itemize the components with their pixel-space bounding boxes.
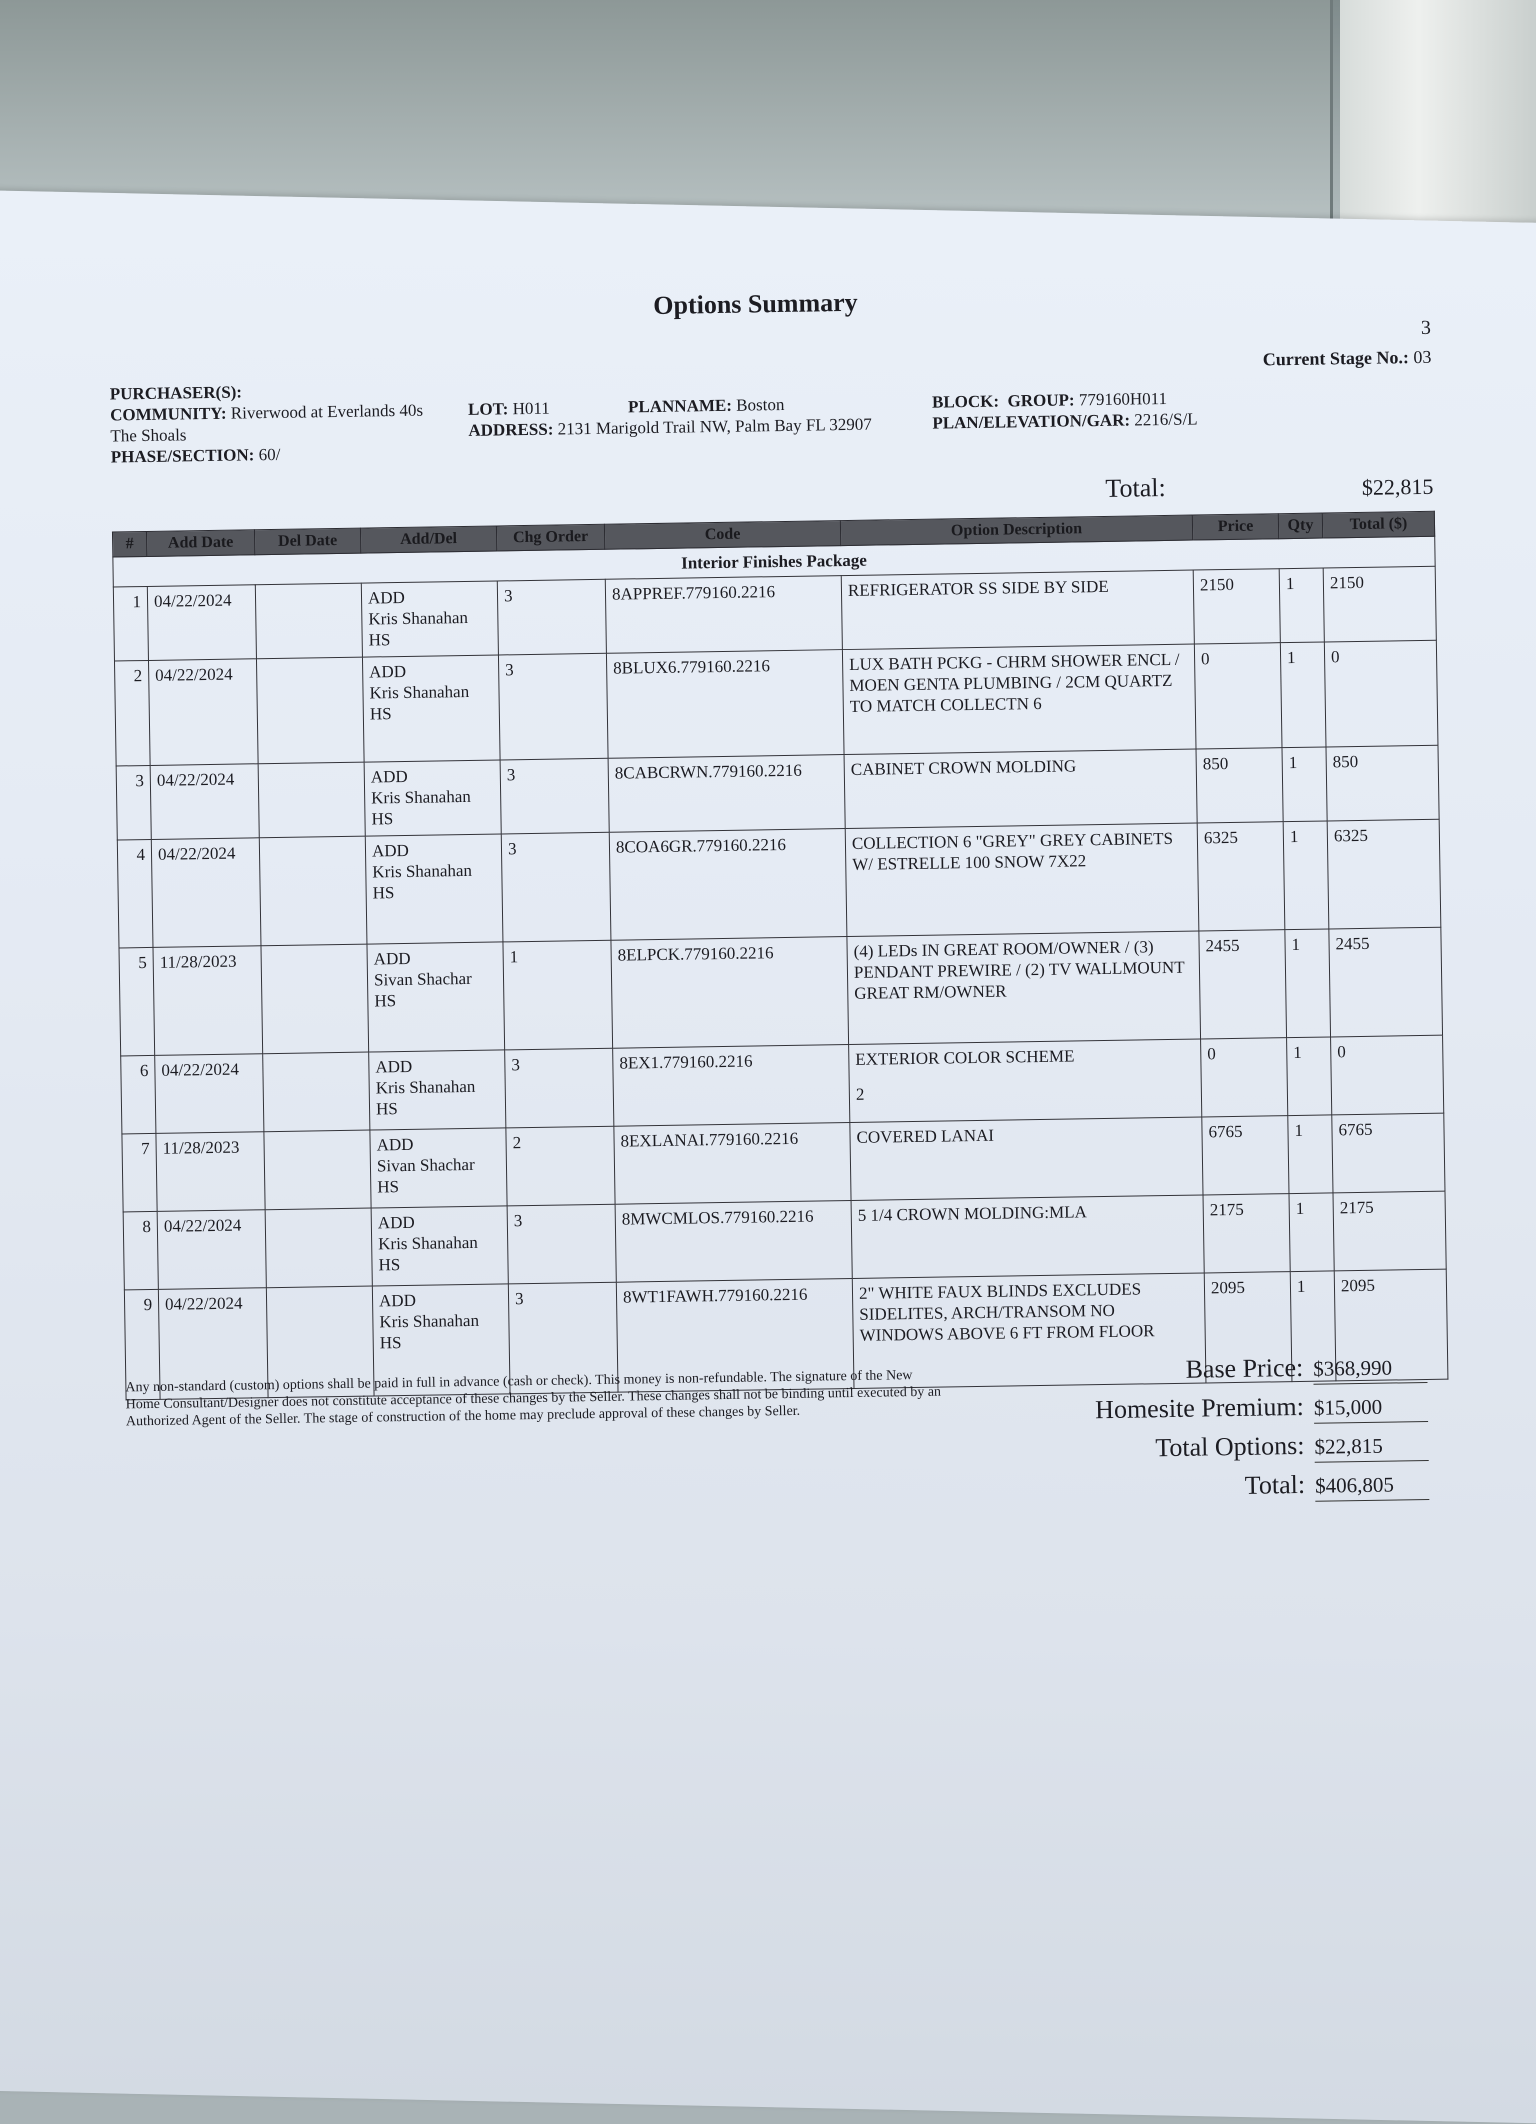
chg-order-cell: 2 (506, 1126, 615, 1206)
price-cell: 0 (1194, 643, 1282, 749)
description-cell (850, 1117, 1203, 1201)
chg-order-cell: 3 (498, 653, 608, 760)
add-del-person: Kris Shanahan (378, 1232, 478, 1254)
chg-order-cell: 3 (505, 1048, 614, 1128)
description-cell (847, 931, 1201, 1045)
add-del-person: Kris Shanahan (372, 860, 473, 882)
row-number: 3 (116, 765, 151, 840)
row-number: 4 (117, 839, 153, 948)
summary-label: Base Price: (1185, 1352, 1304, 1384)
options-summary-document (80, 259, 1453, 1760)
table-row (119, 927, 1443, 1056)
option-description: REFRIGERATOR SS SIDE BY SIDE (847, 576, 1109, 600)
row-number: 8 (123, 1211, 158, 1290)
block-label: BLOCK: (931, 391, 1000, 412)
price-cell: 0 (1201, 1038, 1288, 1117)
chg-order-cell: 3 (507, 1204, 616, 1284)
phase-value: 60/ (258, 444, 281, 465)
description-cell (851, 1195, 1204, 1279)
qty-cell: 1 (1289, 1193, 1334, 1272)
page-number: 3 (1420, 316, 1432, 339)
current-stage (1263, 347, 1432, 371)
summary-value: $406,805 (1315, 1472, 1429, 1502)
row-number: 1 (113, 586, 148, 661)
summary-row (1008, 1390, 1429, 1436)
code-cell: 8MWCMLOS.779160.2216 (615, 1201, 852, 1283)
row-number: 7 (122, 1133, 157, 1212)
price-summary (1007, 1351, 1429, 1514)
description-cell (842, 644, 1196, 755)
add-del-person: Sivan Shachar (373, 968, 472, 990)
add-del-cell (362, 655, 500, 762)
del-date-cell (255, 583, 362, 659)
col-header-del-date: Del Date (254, 528, 360, 555)
option-description: 2" WHITE FAUX BLINDS EXCLUDES SIDELITES, ARCH/TRANSOM NO WINDOWS ABOVE 6 FT FROM FLOOR (858, 1279, 1155, 1345)
add-del-person-suffix: HS (371, 809, 394, 829)
add-del-person-suffix: HS (379, 1333, 402, 1353)
row-number: 2 (114, 660, 150, 766)
qty-cell: 1 (1290, 1271, 1336, 1382)
package-title: Interior Finishes Package (113, 536, 1435, 587)
add-del-person: Kris Shanahan (375, 1076, 476, 1098)
qty-cell: 1 (1282, 747, 1327, 822)
del-date-cell (265, 1208, 372, 1288)
code-cell: 8WT1FAWH.779160.2216 (616, 1278, 854, 1392)
option-description: CABINET CROWN MOLDING (850, 756, 1077, 779)
price-cell: 2455 (1199, 930, 1287, 1039)
add-del-person-suffix: HS (374, 991, 397, 1011)
chg-order-cell: 3 (501, 832, 611, 942)
summary-value: $22,815 (1314, 1433, 1428, 1463)
col-header-price: Price (1192, 514, 1278, 540)
chg-order-cell: 3 (497, 579, 606, 655)
col-header-add-date: Add Date (146, 530, 254, 557)
del-date-cell (258, 762, 365, 838)
summary-label: Total: (1244, 1469, 1306, 1500)
total-cell: 0 (1331, 1035, 1444, 1115)
add-del-action: ADD (377, 1212, 415, 1233)
add-del-person-suffix: HS (369, 704, 392, 724)
add-del-person: Kris Shanahan (369, 681, 470, 703)
add-del-person-suffix: HS (377, 1177, 400, 1197)
code-cell: 8CABCRWN.779160.2216 (608, 755, 845, 833)
total-cell: 2455 (1329, 927, 1443, 1037)
add-del-cell (365, 834, 503, 944)
add-del-action: ADD (371, 840, 409, 861)
del-date-cell (264, 1130, 371, 1210)
col-header-chg-order: Chg Order (496, 524, 604, 551)
add-date-cell: 04/22/2024 (151, 838, 261, 948)
description-cell (841, 570, 1194, 650)
add-date-cell: 04/22/2024 (147, 585, 256, 661)
col-header-add-del: Add/Del (360, 526, 496, 553)
add-del-cell (370, 1128, 507, 1208)
summary-value: $15,000 (1314, 1394, 1428, 1424)
option-description: (4) LEDs IN GREAT ROOM/OWNER / (3) PENDANT PREWIRE / (2) TV WALLMOUNT GREAT RM/OWNER (853, 937, 1185, 1003)
add-date-cell: 04/22/2024 (155, 1054, 264, 1134)
add-del-action: ADD (378, 1290, 417, 1311)
row-number: 9 (124, 1289, 160, 1400)
del-date-cell (263, 1052, 370, 1132)
add-del-cell (369, 1050, 506, 1130)
add-date-cell: 04/22/2024 (150, 764, 259, 840)
col-header-option-description: Option Description (840, 515, 1192, 546)
option-description: COVERED LANAI (856, 1125, 995, 1147)
code-cell: 8EXLANAI.779160.2216 (614, 1123, 851, 1205)
code-cell: 8APPREF.779160.2216 (605, 576, 842, 654)
options-total-value: $22,815 (1361, 473, 1434, 500)
add-del-action: ADD (370, 766, 408, 787)
planname-label: PLANNAME: (627, 395, 733, 417)
row-number: 5 (119, 947, 155, 1056)
option-description-extra: 2 (855, 1084, 865, 1104)
qty-cell: 1 (1280, 642, 1326, 748)
code-cell: 8EX1.779160.2216 (613, 1045, 850, 1127)
plan-elevation-value: 2216/S/L (1134, 409, 1198, 430)
col-header-qty: Qty (1278, 513, 1322, 539)
option-description: COLLECTION 6 "GREY" GREY CABINETS W/ ESTRELLE 100 SNOW 7X22 (851, 828, 1174, 874)
group-value: 779160H011 (1078, 388, 1168, 410)
add-del-person-suffix: HS (378, 1255, 401, 1275)
disclaimer-text: Any non-standard (custom) options shall be paid in full in advance (cash or check). This money is non-refundable. The signature of the New Home Consultant/Designer does not constitute acceptance of these changes by the Seller. These changes shall not be binding until executed by an Authorized Agent of the Seller. The stage of construction of the home may preclude approval of these changes by Seller. (125, 1368, 942, 1430)
code-cell: 8BLUX6.779160.2216 (606, 650, 844, 759)
add-del-person-suffix: HS (368, 630, 391, 650)
col-header-number: # (112, 531, 146, 557)
chg-order-cell: 3 (508, 1282, 618, 1394)
stage-value: 03 (1413, 346, 1432, 368)
del-date-cell (259, 836, 367, 946)
total-cell: 6765 (1332, 1113, 1445, 1193)
plan-elevation-field (932, 408, 1198, 433)
add-date-cell: 04/22/2024 (148, 659, 258, 766)
col-header-total: Total ($) (1322, 511, 1434, 538)
add-del-action: ADD (373, 948, 411, 969)
del-date-cell (261, 944, 369, 1054)
add-del-cell (367, 942, 505, 1052)
total-cell: 850 (1326, 745, 1439, 821)
summary-label: Homesite Premium: (1094, 1391, 1305, 1425)
option-description: 5 1/4 CROWN MOLDING:MLA (857, 1202, 1087, 1225)
total-cell: 6325 (1327, 819, 1441, 929)
plan-elevation-label: PLAN/ELEVATION/GAR: (932, 410, 1131, 433)
add-date-cell: 04/22/2024 (157, 1210, 266, 1290)
add-date-cell: 04/22/2024 (158, 1288, 268, 1400)
description-cell (844, 749, 1197, 829)
table-row (114, 640, 1437, 766)
add-date-cell: 11/28/2023 (156, 1132, 265, 1212)
community-label: COMMUNITY: (109, 403, 227, 425)
qty-cell: 1 (1285, 929, 1331, 1038)
add-del-person: Kris Shanahan (379, 1310, 480, 1332)
options-table (112, 511, 1448, 1401)
add-del-person: Sivan Shachar (376, 1154, 475, 1176)
code-cell: 8ELPCK.779160.2216 (611, 937, 849, 1049)
qty-cell: 1 (1287, 1037, 1332, 1116)
price-cell: 6325 (1197, 822, 1285, 931)
summary-label: Total Options: (1155, 1430, 1305, 1463)
lot-value: H011 (512, 398, 550, 419)
header-left (110, 379, 424, 468)
purchasers-label: PURCHASER(S): (109, 382, 243, 404)
community-line2: The Shoals (110, 425, 187, 446)
summary-row (1008, 1429, 1429, 1475)
chg-order-cell: 1 (503, 940, 613, 1050)
price-cell: 2150 (1193, 569, 1280, 644)
add-date-cell: 11/28/2023 (153, 946, 263, 1056)
add-del-action: ADD (376, 1134, 414, 1155)
planname-value: Boston (736, 394, 785, 415)
summary-row (1007, 1351, 1428, 1397)
add-del-person-suffix: HS (375, 1099, 398, 1119)
phase-label: PHASE/SECTION: (110, 445, 255, 467)
qty-cell: 1 (1283, 821, 1329, 930)
add-del-action: ADD (375, 1056, 413, 1077)
add-del-person-suffix: HS (372, 883, 395, 903)
qty-cell: 1 (1288, 1115, 1333, 1194)
price-cell: 850 (1196, 748, 1283, 823)
add-del-action: ADD (369, 661, 407, 682)
table-row (117, 819, 1441, 948)
community-value: Riverwood at Everlands 40s (230, 400, 424, 423)
code-cell: 8COA6GR.779160.2216 (609, 829, 847, 941)
address-value: 2131 Marigold Trail NW, Palm Bay FL 32907 (557, 414, 872, 439)
total-cell: 2175 (1333, 1191, 1446, 1271)
lot-field (468, 398, 550, 420)
summary-row (1009, 1468, 1430, 1514)
background-rail (1340, 0, 1536, 240)
stage-label: Current Stage No.: (1262, 347, 1410, 370)
price-cell: 2175 (1203, 1194, 1290, 1273)
planname-field (628, 394, 785, 417)
add-del-cell (361, 581, 498, 657)
group-label: GROUP: (1007, 390, 1075, 411)
col-header-code: Code (604, 521, 840, 550)
add-del-person: Kris Shanahan (368, 607, 469, 629)
lot-label: LOT: (467, 399, 509, 419)
row-number: 6 (121, 1055, 156, 1134)
option-description: LUX BATH PCKG - CHRM SHOWER ENCL / MOEN GENTA PLUMBING / 2CM QUARTZ TO MATCH COLLECTN 6 (848, 649, 1180, 716)
option-description: EXTERIOR COLOR SCHEME (855, 1046, 1075, 1069)
price-cell: 2095 (1204, 1272, 1292, 1383)
address-label: ADDRESS: (468, 419, 554, 440)
total-cell: 0 (1324, 640, 1438, 747)
add-del-action: ADD (367, 587, 406, 608)
add-del-cell (371, 1206, 508, 1286)
total-cell: 2095 (1334, 1269, 1448, 1381)
chg-order-cell: 3 (500, 758, 609, 834)
add-del-person: Kris Shanahan (371, 786, 471, 808)
price-cell: 6765 (1202, 1116, 1289, 1195)
description-cell (845, 823, 1199, 937)
options-total-label: Total: (1105, 472, 1166, 503)
document-title: Options Summary (653, 287, 858, 320)
qty-cell: 1 (1279, 568, 1324, 643)
total-cell: 2150 (1323, 566, 1436, 642)
del-date-cell (256, 657, 364, 764)
summary-value: $368,990 (1313, 1355, 1427, 1385)
description-cell (849, 1039, 1202, 1123)
add-del-cell (364, 760, 501, 836)
